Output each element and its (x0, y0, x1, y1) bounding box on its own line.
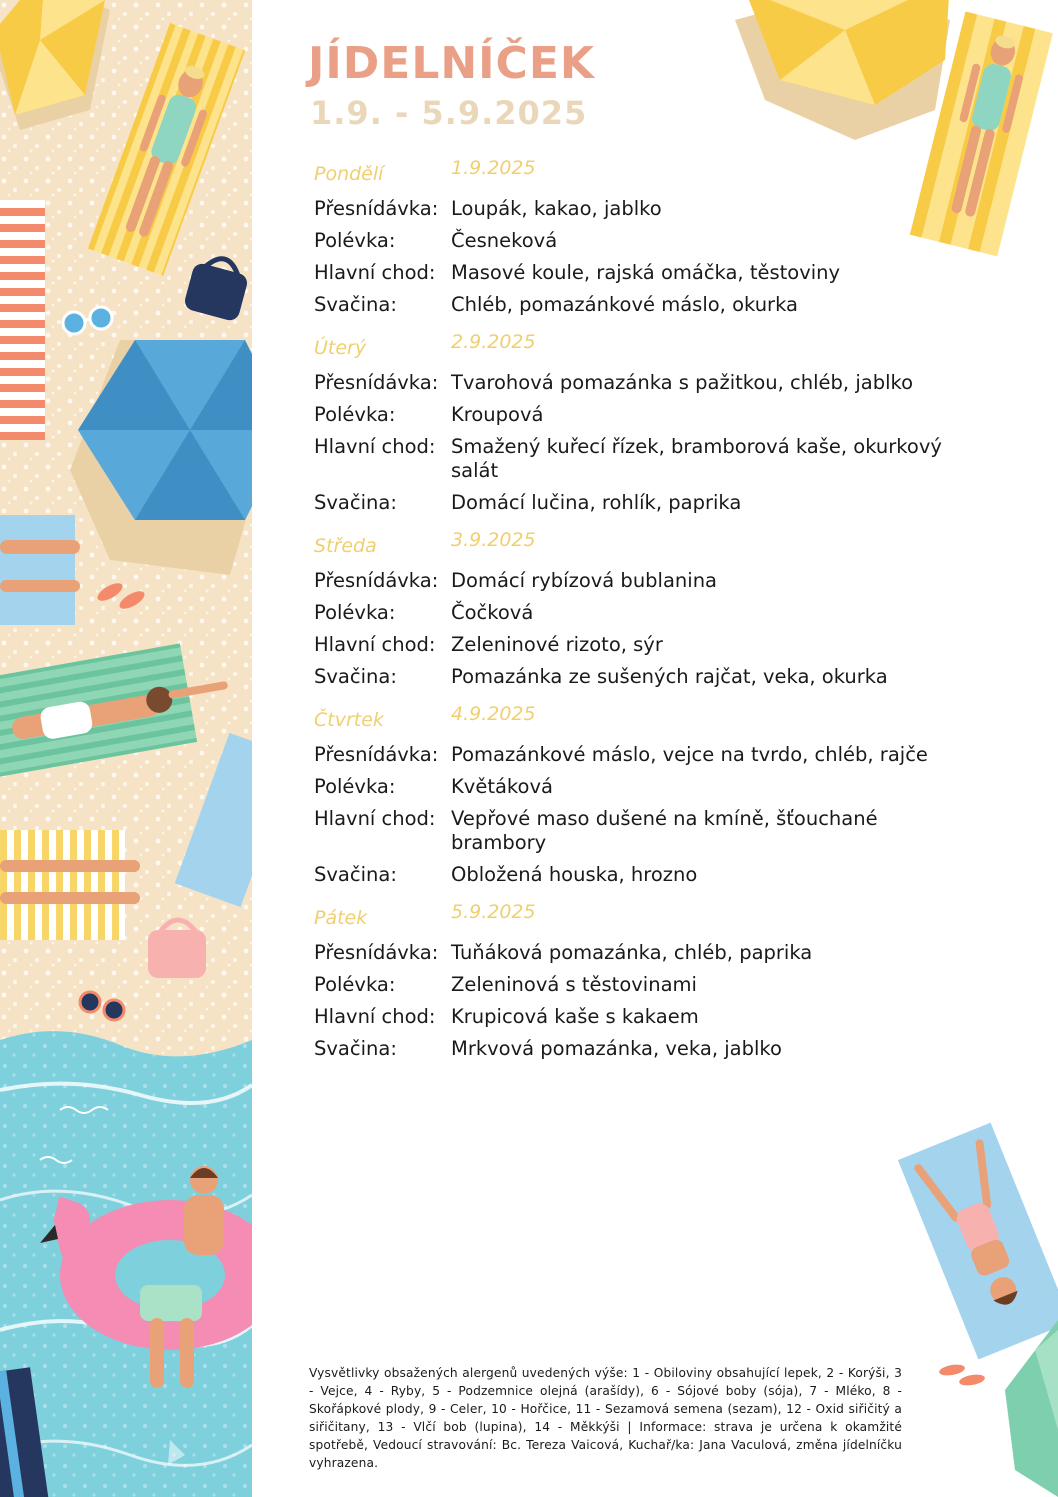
meal-text: Tuňáková pomazánka, chléb, paprika (451, 941, 813, 964)
flip-flops-illustration (938, 1360, 988, 1390)
meal-label: Přesnídávka: (314, 371, 439, 394)
meal-label: Přesnídávka: (314, 743, 439, 766)
day-date: 1.9.2025 (451, 157, 536, 179)
day-wednesday (314, 529, 974, 689)
meal-row-soup (314, 775, 974, 799)
meal-row-snack (314, 491, 974, 515)
meal-label: Polévka: (314, 775, 396, 798)
day-friday (314, 901, 974, 1061)
meal-row-snack (314, 1037, 974, 1061)
meal-text: Krupicová kaše s kakaem (451, 1005, 699, 1028)
meal-text: Vepřové maso dušené na kmíně, šťouchané brambory (451, 807, 878, 854)
day-heading (314, 157, 974, 197)
meal-row-breakfast (314, 569, 974, 593)
meal-text: Smažený kuřecí řízek, bramborová kaše, okurkový salát (451, 435, 942, 482)
meal-label: Polévka: (314, 229, 396, 252)
meal-row-snack (314, 293, 974, 317)
day-thursday (314, 703, 974, 887)
meal-label: Polévka: (314, 403, 396, 426)
meal-text: Mrkvová pomazánka, veka, jablko (451, 1037, 782, 1060)
meal-text: Chléb, pomazánkové máslo, okurka (451, 293, 798, 316)
meal-row-soup (314, 229, 974, 253)
meal-label: Svačina: (314, 665, 397, 688)
meal-label: Přesnídávka: (314, 197, 439, 220)
meal-label: Hlavní chod: (314, 435, 436, 458)
meal-text: Domácí rybízová bublanina (451, 569, 718, 592)
day-date: 5.9.2025 (451, 901, 536, 923)
meal-text: Čočková (451, 601, 534, 624)
meal-label: Přesnídávka: (314, 941, 439, 964)
day-date: 3.9.2025 (451, 529, 536, 551)
meal-text: Loupák, kakao, jablko (451, 197, 662, 220)
day-name: Pátek (314, 907, 368, 929)
meal-label: Hlavní chod: (314, 1005, 436, 1028)
meal-row-breakfast (314, 371, 974, 395)
meal-label: Svačina: (314, 863, 397, 886)
meal-text: Tvarohová pomazánka s pažitkou, chléb, jablko (451, 371, 914, 394)
meal-label: Svačina: (314, 491, 397, 514)
meal-row-main (314, 261, 974, 285)
day-name: Čtvrtek (314, 709, 384, 731)
meal-label: Hlavní chod: (314, 807, 436, 830)
meal-row-soup (314, 601, 974, 625)
meal-row-breakfast (314, 941, 974, 965)
day-monday (314, 157, 974, 317)
green-umbrella-illustration (995, 1310, 1058, 1497)
meal-label: Svačina: (314, 1037, 397, 1060)
meal-row-snack (314, 665, 974, 689)
date-range: 1.9. - 5.9.2025 (310, 94, 588, 132)
meal-label: Polévka: (314, 601, 396, 624)
meal-row-main (314, 633, 974, 657)
day-date: 4.9.2025 (451, 703, 536, 725)
day-name: Úterý (314, 337, 367, 359)
allergen-legend: Vysvětlivky obsažených alergenů uvedených výše: 1 - Obiloviny obsahující lepek, 2 - Korýši, 3 - Vejce, 4 - Ryby, 5 - Podzemnice olejná (arašídy), 6 - Sójové boby (sója), 7 - Mléko, 8 - Skořápkové plody, 9 - Celer, 10 - Hořčice, 11 - Sezamová semena (sezam), 12 - Oxid siřičitý a siřičitany, 13 - Vlčí bob (lupina), 14 - Měkkýši | Informace: strava je určena k okamžité spotřebě, Vedoucí stravování: Bc. Tereza Vaicová, Kuchař/ka: Jana Vaculová, změna jídelníčku vyhrazena. (309, 1366, 902, 1470)
meal-label: Hlavní chod: (314, 633, 436, 656)
meal-row-breakfast (314, 743, 974, 767)
day-heading (314, 529, 974, 569)
beach-illustration (0, 0, 252, 1497)
meal-text: Kroupová (451, 403, 544, 426)
meal-text: Domácí lučina, rohlík, paprika (451, 491, 742, 514)
day-name: Středa (314, 535, 377, 557)
meal-label: Svačina: (314, 293, 397, 316)
meal-label: Hlavní chod: (314, 261, 436, 284)
weekly-menu (314, 157, 974, 1075)
meal-row-main (314, 807, 974, 855)
meal-label: Polévka: (314, 973, 396, 996)
meal-row-breakfast (314, 197, 974, 221)
meal-text: Zeleninové rizoto, sýr (451, 633, 663, 656)
meal-text: Pomazánkové máslo, vejce na tvrdo, chléb, rajče (451, 743, 928, 766)
meal-text: Česneková (451, 229, 558, 252)
meal-row-snack (314, 863, 974, 887)
meal-text: Zeleninová s těstovinami (451, 973, 697, 996)
day-name: Pondělí (314, 163, 384, 185)
meal-text: Pomazánka ze sušených rajčat, veka, okurka (451, 665, 888, 688)
meal-text: Obložená houska, hrozno (451, 863, 698, 886)
day-tuesday (314, 331, 974, 515)
day-heading (314, 703, 974, 743)
day-heading (314, 331, 974, 371)
meal-row-main (314, 435, 974, 483)
meal-text: Květáková (451, 775, 553, 798)
day-heading (314, 901, 974, 941)
meal-label: Přesnídávka: (314, 569, 439, 592)
meal-row-main (314, 1005, 974, 1029)
day-date: 2.9.2025 (451, 331, 536, 353)
meal-text: Masové koule, rajská omáčka, těstoviny (451, 261, 841, 284)
meal-row-soup (314, 403, 974, 427)
meal-row-soup (314, 973, 974, 997)
page-title: JÍDELNÍČEK (308, 38, 595, 89)
beach-illustration-strip (0, 0, 252, 1497)
